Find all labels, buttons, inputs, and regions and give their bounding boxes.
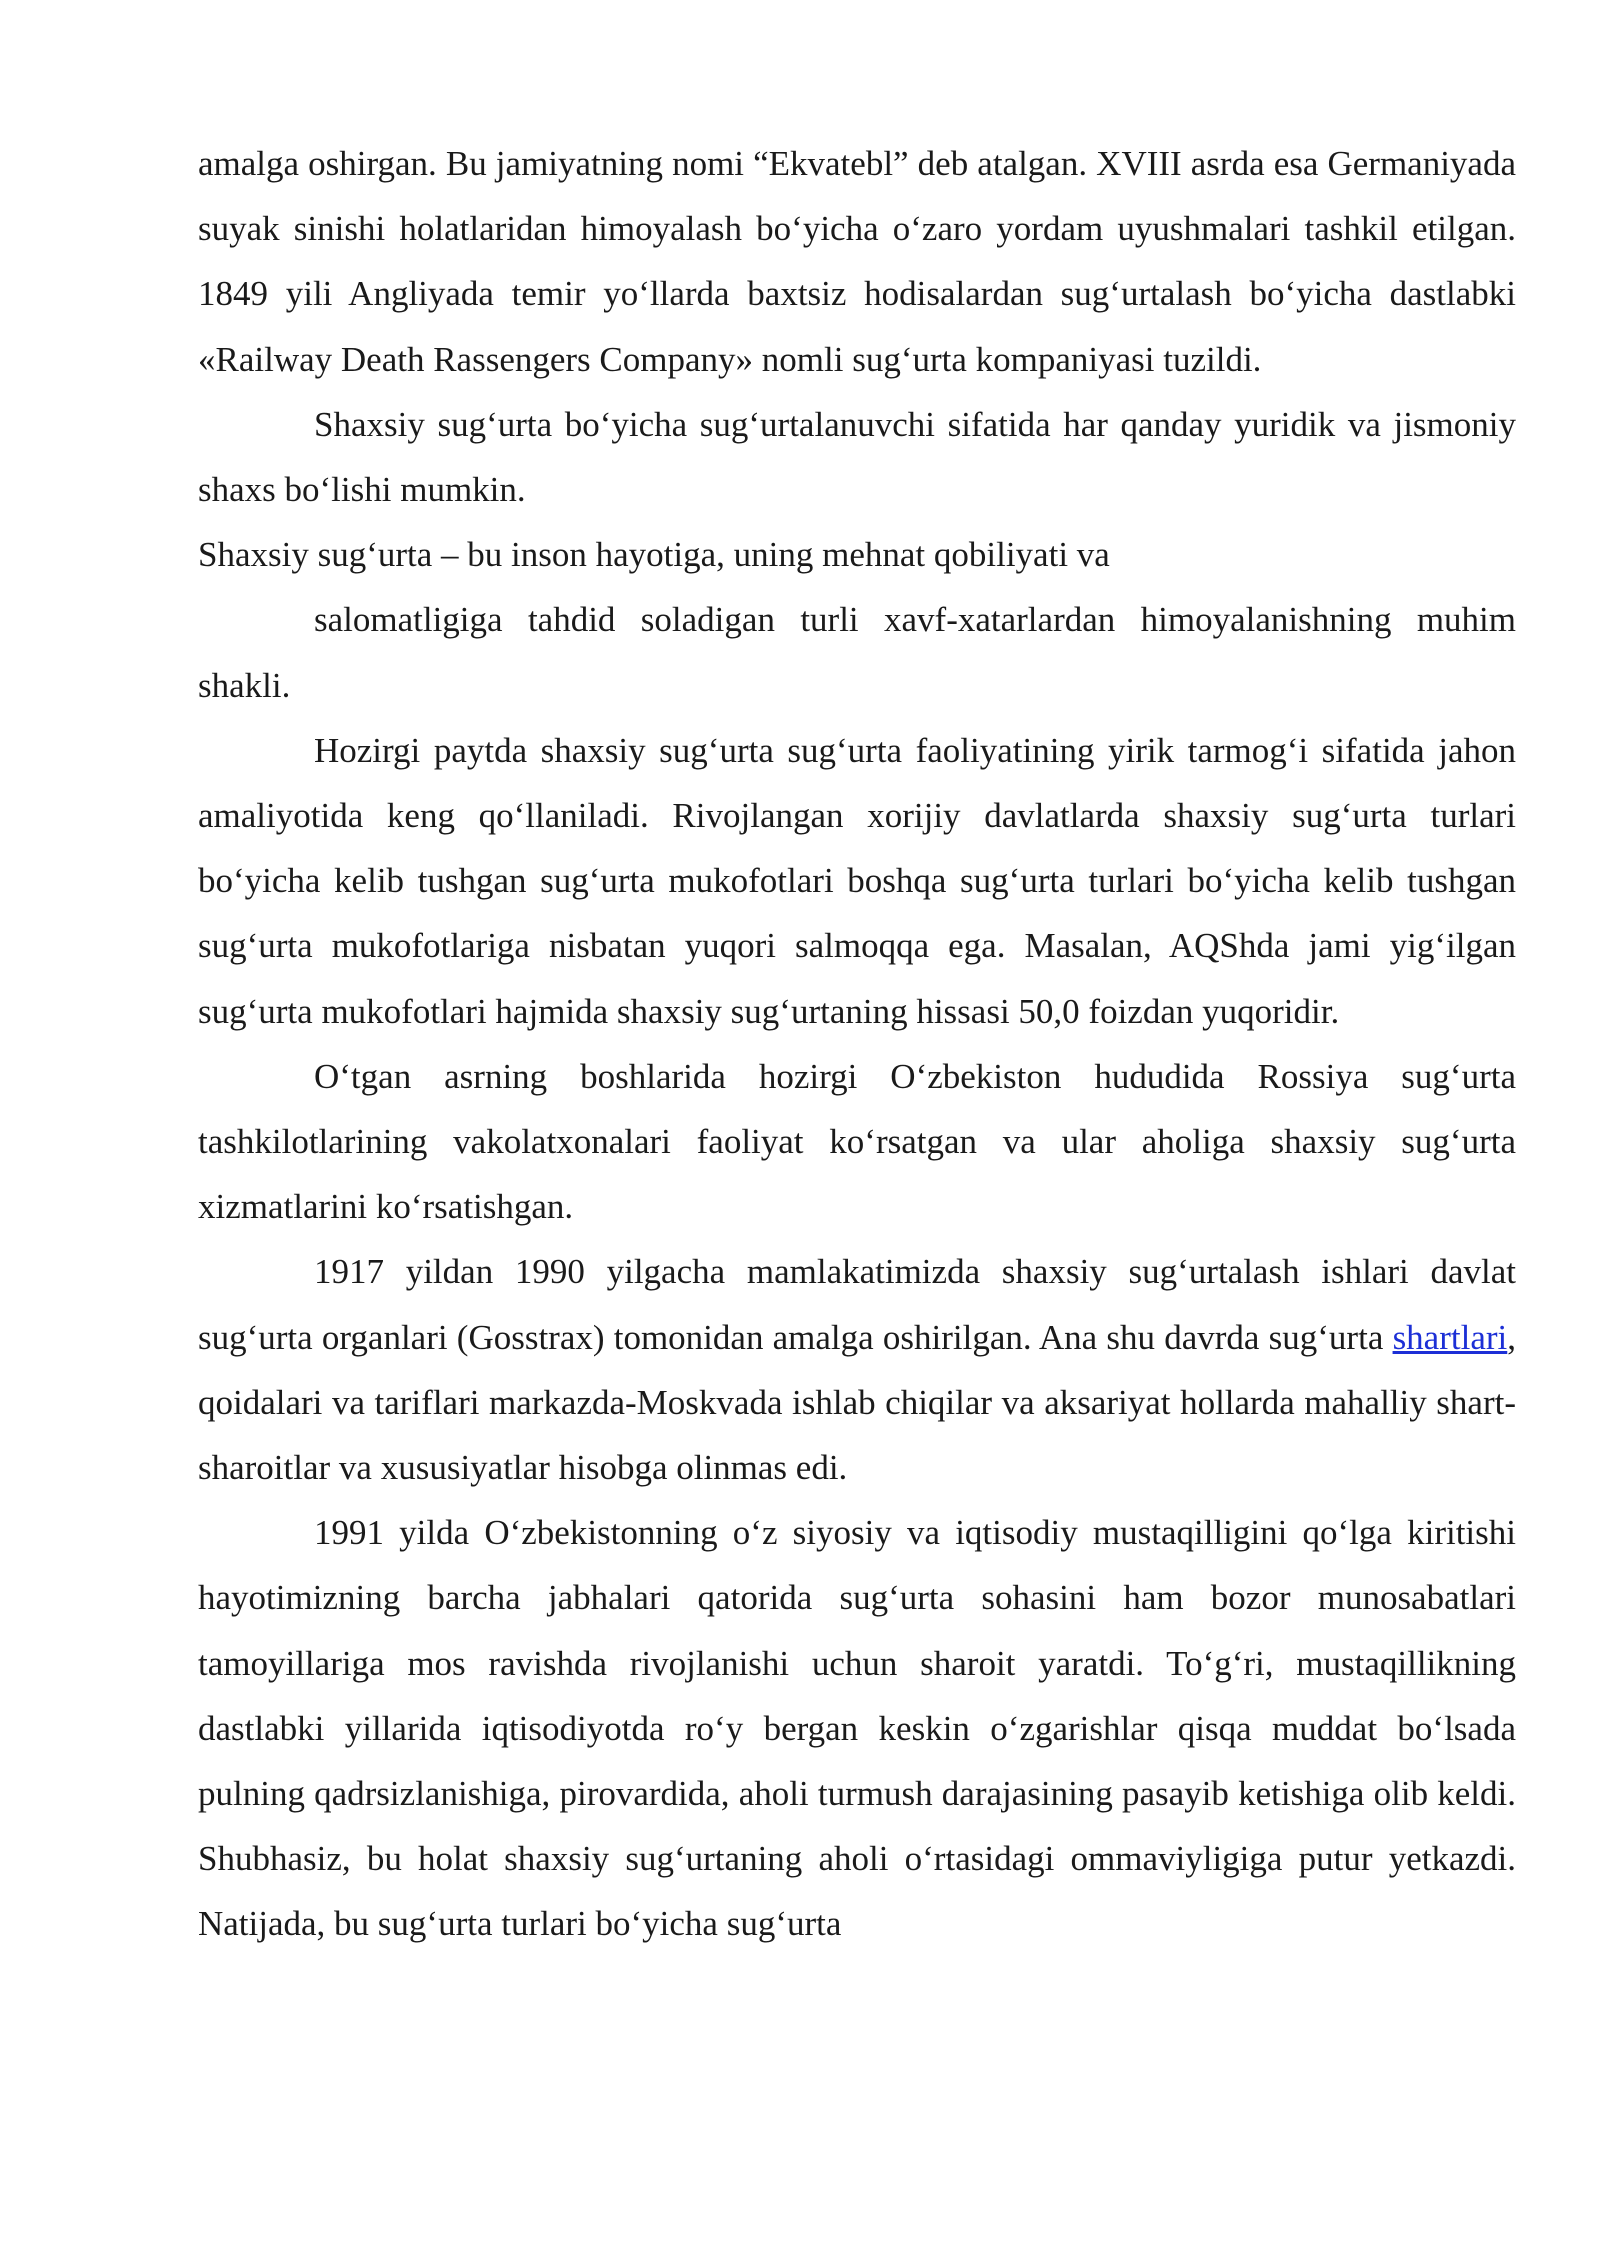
paragraph-6 <box>198 1239 1516 1500</box>
document-body <box>198 131 1516 1957</box>
paragraph-4: Hozirgi paytda shaxsiy sug‘urta sug‘urta faoliyatining yirik tarmog‘i sifatida jahon amaliyotida keng qo‘llaniladi. Rivojlangan xorijiy davlatlarda shaxsiy sug‘urta turlari bo‘yicha kelib tushgan sug‘urta mukofotlari boshqa sug‘urta turlari bo‘yicha kelib tushgan sug‘urta mukofotlariga nisbatan yuqori salmoqqa ega. Masalan, AQShda jami yig‘ilgan sug‘urta mukofotlari hajmida shaxsiy sug‘urtaning hissasi 50,0 foizdan yuqoridir. <box>198 730 1516 1031</box>
shartlari-link[interactable]: shartlari <box>1392 1317 1508 1357</box>
paragraph-7: 1991 yilda O‘zbekistonning o‘z siyosiy va iqtisodiy mustaqilligini qo‘lga kiritishi hayotimizning barcha jabhalari qatorida sug‘urta sohasini ham bozor munosabatlari tamoyillariga mos ravishda rivojlanishi uchun sharoit yaratdi. To‘g‘ri, mustaqillikning dastlabki yillarida iqtisodiyotda ro‘y bergan keskin o‘zgarishlar qisqa muddat bo‘lsada pulning qadrsizlanishiga, pirovardida, aholi turmush darajasining pasayib ketishiga olib keldi. Shubhasiz, bu holat shaxsiy sug‘urtaning aholi o‘rtasidagi ommaviyligiga putur yetkazdi. Natijada, bu sug‘urta turlari bo‘yicha sug‘urta <box>198 1513 1516 1944</box>
paragraph-5: O‘tgan asrning boshlarida hozirgi O‘zbekiston hududida Rossiya sug‘urta tashkilotlarining vakolatxonalari faoliyat ko‘rsatgan va ular aholiga shaxsiy sug‘urta xizmatlarini ko‘rsatishgan. <box>198 1056 1516 1227</box>
paragraph-3-line-1: Shaxsiy sug‘urta – bu inson hayotiga, uning mehnat qobiliyati va <box>198 535 1110 575</box>
paragraph-2: Shaxsiy sug‘urta bo‘yicha sug‘urtalanuvchi sifatida har qanday yuridik va jismoniy shaxs bo‘lishi mumkin. <box>198 404 1516 510</box>
paragraph-6-text-after-link: , qoidalari va tariflari markazda-Moskvada ishlab chiqilar va aksariyat hollarda mahalliy shart-sharoitlar va xususiyatlar hisobga olinmas edi. <box>198 1317 1516 1488</box>
paragraph-6-text-before-link: 1917 yildan 1990 yilgacha mamlakatimizda shaxsiy sug‘urtalash ishlari davlat sug‘urta organlari (Gosstrax) tomonidan amalga oshirilgan. Ana shu davrda sug‘urta <box>198 1252 1516 1357</box>
paragraph-1: amalga oshirgan. Bu jamiyatning nomi “Ekvatebl” deb atalgan. XVIII asrda esa Germaniyada suyak sinishi holatlaridan himoyalash bo‘yicha o‘zaro yordam uyushmalari tashkil etilgan. 1849 yili Angliyada temir yo‘llarda baxtsiz hodisalardan sug‘urtalash bo‘yicha dastlabki «Railway Death Rassengers Company» nomli sug‘urta kompaniyasi tuzildi. <box>198 144 1516 379</box>
paragraph-3-continuation: salomatligiga tahdid soladigan turli xavf-xatarlardan himoyalanishning muhim shakli. <box>198 600 1516 705</box>
